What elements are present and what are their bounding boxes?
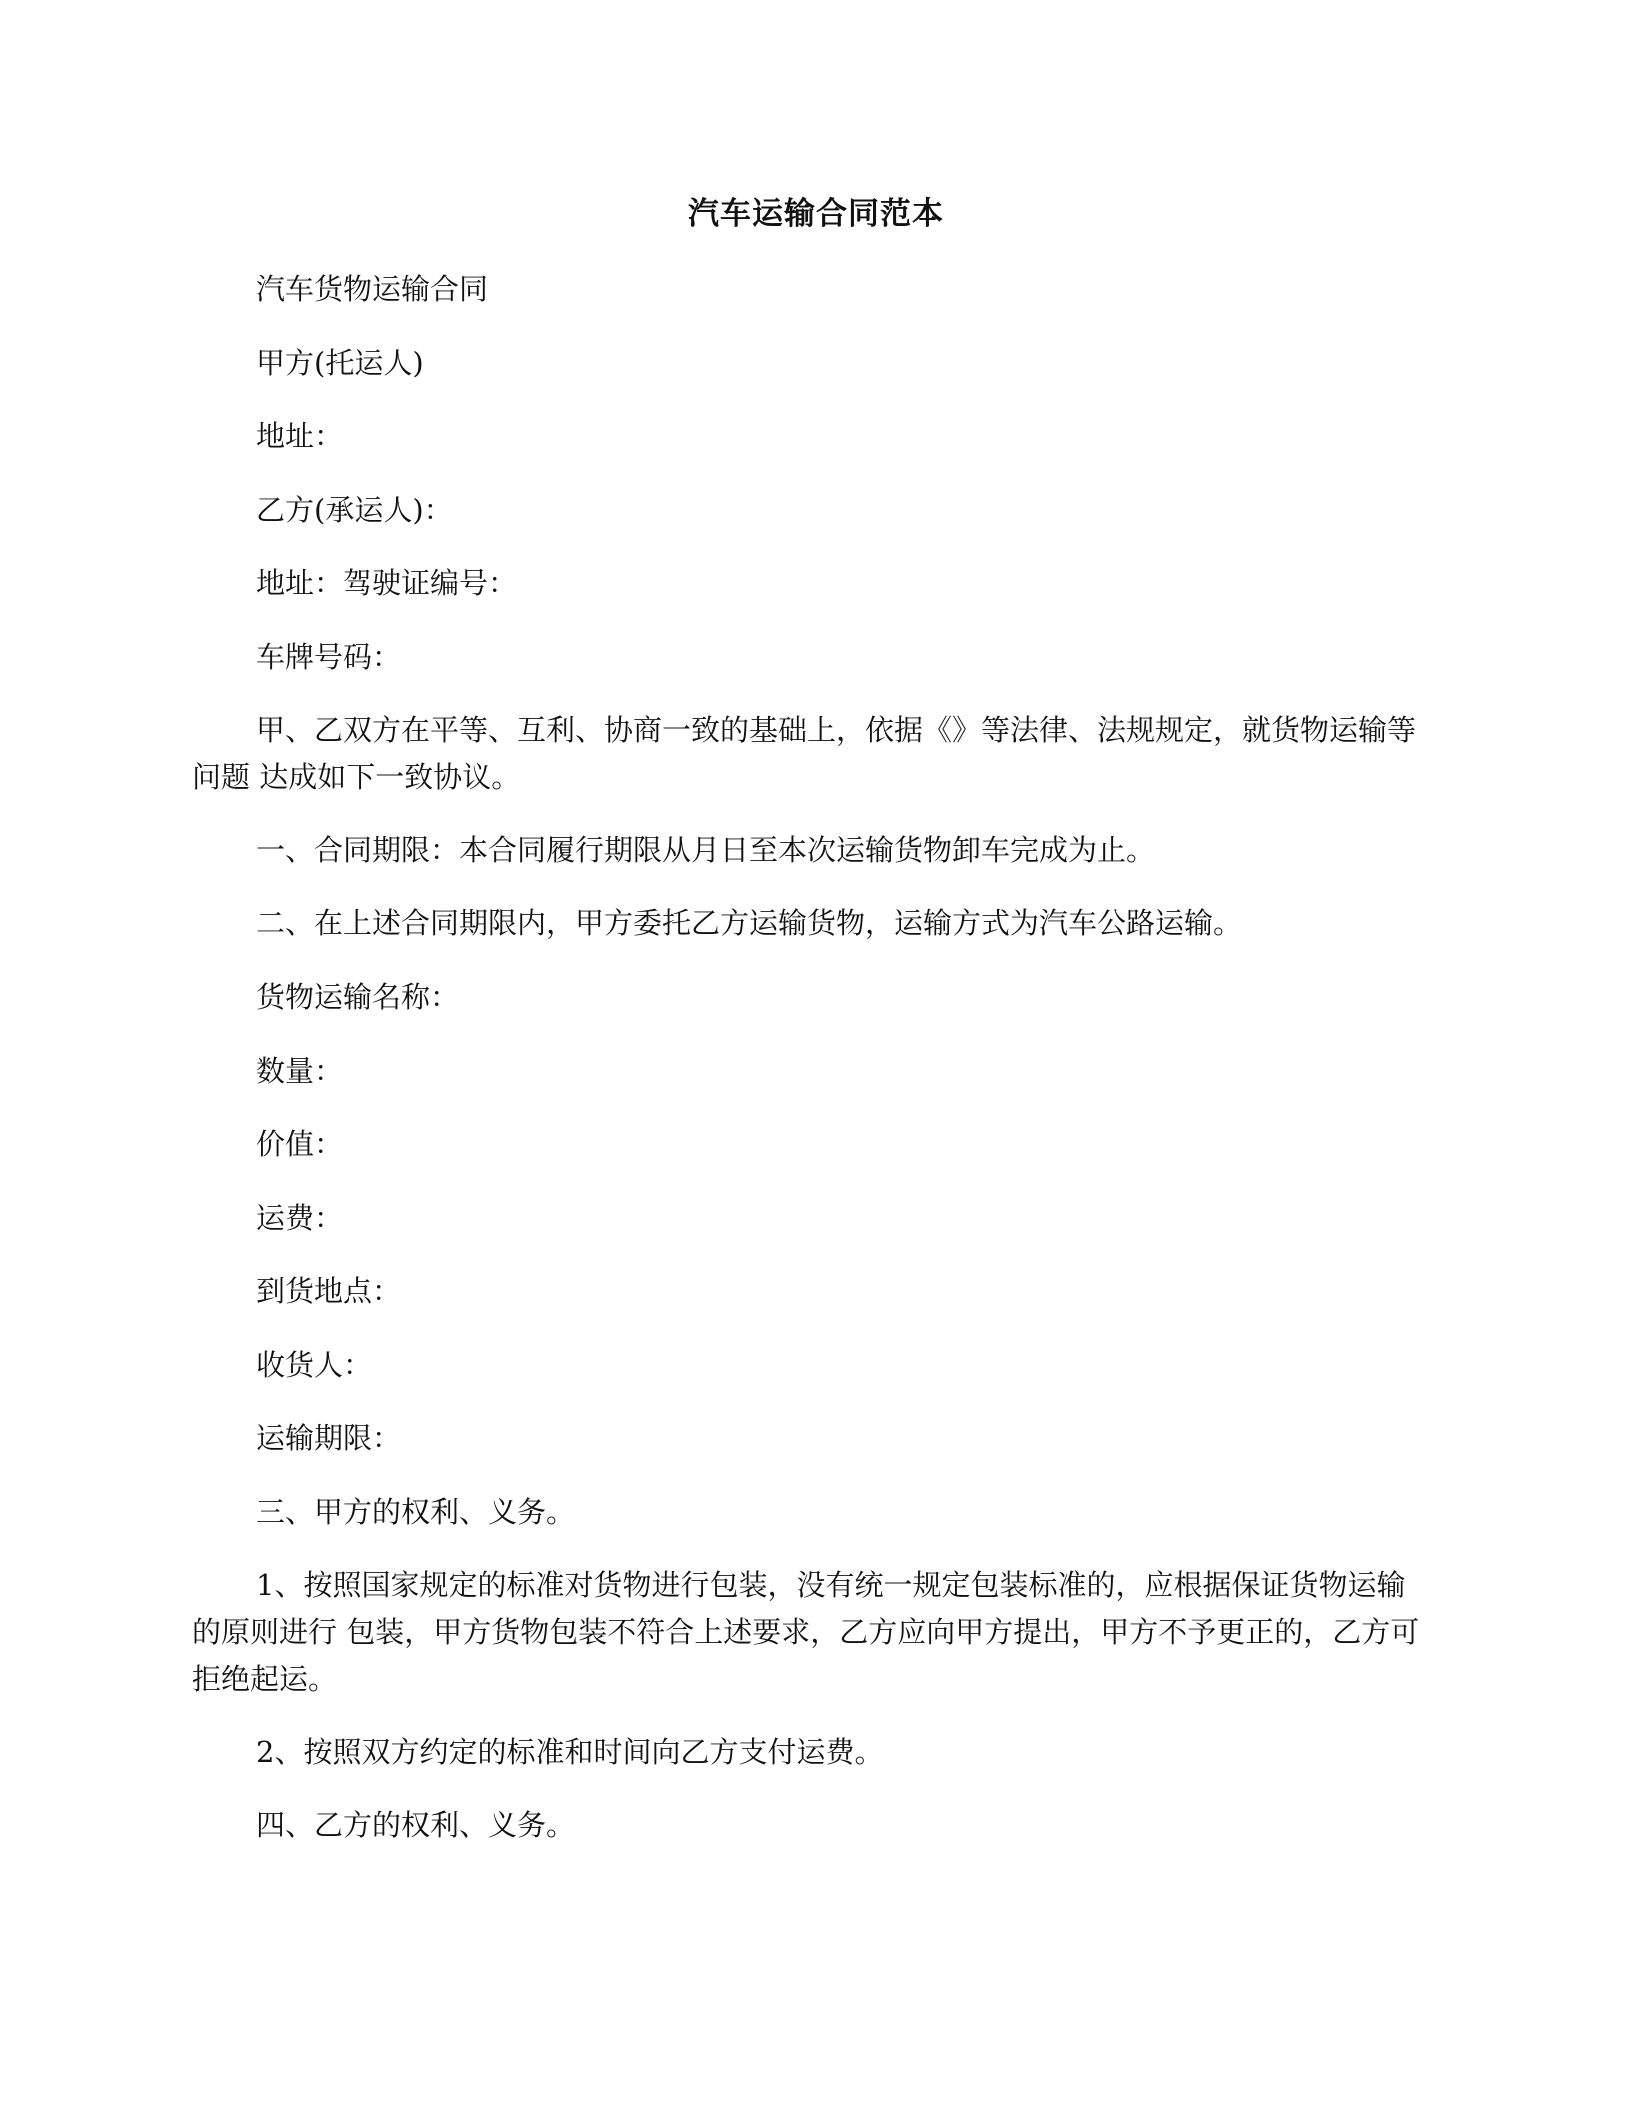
paragraph-transport-period: 运输期限： bbox=[256, 1421, 402, 1455]
paragraph-clause-2: 二、在上述合同期限内，甲方委托乙方运输货物，运输方式为汽车公路运输。 bbox=[256, 906, 1243, 940]
paragraph-plate-number: 车牌号码： bbox=[256, 640, 402, 674]
paragraph-clause-3: 三、甲方的权利、义务。 bbox=[256, 1495, 576, 1529]
paragraph-party-b-address-license: 地址：驾驶证编号： bbox=[256, 566, 518, 600]
paragraph-party-b: 乙方(承运人)： bbox=[256, 493, 453, 527]
paragraph-value: 价值： bbox=[256, 1127, 344, 1161]
paragraph-destination: 到货地点： bbox=[256, 1274, 402, 1308]
paragraph-clause-1: 一、合同期限：本合同履行期限从月日至本次运输货物卸车完成为止。 bbox=[256, 833, 1156, 867]
paragraph-consignee: 收货人： bbox=[256, 1348, 373, 1382]
paragraph-quantity: 数量： bbox=[256, 1054, 344, 1088]
paragraph-preamble: 甲、乙双方在平等、互利、协商一致的基础上，依据《》等法律、法规规定，就货物运输等问题 达成如下一致协议。 bbox=[192, 713, 1417, 794]
paragraph-goods-name: 货物运输名称： bbox=[256, 980, 460, 1014]
paragraph-clause-4: 四、乙方的权利、义务。 bbox=[256, 1808, 576, 1842]
paragraph-freight: 运费： bbox=[256, 1201, 344, 1235]
document-title: 汽车运输合同范本 bbox=[688, 196, 944, 232]
paragraph-clause-3-item-2: 2、按照双方约定的标准和时间向乙方支付运费。 bbox=[256, 1735, 884, 1769]
paragraph-party-a: 甲方(托运人) bbox=[256, 346, 424, 380]
paragraph-contract-name: 汽车货物运输合同 bbox=[256, 272, 489, 306]
paragraph-clause-3-item-1: 1、按照国家规定的标准对货物进行包装，没有统一规定包装标准的，应根据保证货物运输的原则进行 包装，甲方货物包装不符合上述要求，乙方应向甲方提出，甲方不予更正的，乙方可拒绝起运。 bbox=[192, 1568, 1420, 1696]
paragraph-party-a-address: 地址： bbox=[256, 419, 344, 453]
